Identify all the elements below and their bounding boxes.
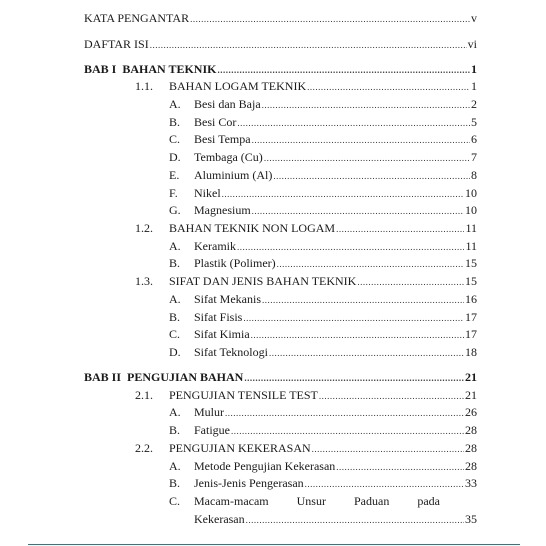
toc-entry-page: 17 <box>465 327 477 341</box>
toc-entry-page: 33 <box>465 476 477 490</box>
toc-entry-page: 18 <box>465 345 477 359</box>
toc-subsection-2-1-b[interactable] <box>0 422 546 438</box>
dot-leader <box>252 203 464 219</box>
toc-subsection-1-1-f[interactable] <box>0 185 546 201</box>
toc-section-number: 2.2. <box>135 441 153 455</box>
toc-subsection-letter: D. <box>169 150 181 164</box>
toc-entry-title: Besi Cor <box>194 115 237 129</box>
toc-entry-page: 26 <box>465 405 477 419</box>
toc-subsection-1-3-b[interactable] <box>0 309 546 325</box>
toc-subsection-1-2-a[interactable] <box>0 238 546 254</box>
dot-leader <box>244 370 464 386</box>
toc-subsection-letter: C. <box>169 327 181 341</box>
toc-chapter-bab-2[interactable] <box>0 369 546 385</box>
toc-entry-title: Besi Tempa <box>194 132 251 146</box>
toc-section-number: 1.1. <box>135 79 153 93</box>
dot-leader <box>231 423 464 439</box>
dot-leader <box>262 292 464 308</box>
dot-leader <box>251 327 464 343</box>
toc-entry-title: BAB I BAHAN TEKNIK <box>84 62 217 76</box>
toc-entry-title: BAHAN TEKNIK NON LOGAM <box>169 221 336 235</box>
dot-leader <box>264 150 470 166</box>
toc-entry-page: 5 <box>471 115 477 129</box>
toc-entry-page: v <box>471 11 477 25</box>
dot-leader <box>222 186 464 202</box>
toc-subsection-letter: B. <box>169 256 181 270</box>
dot-leader <box>305 476 464 492</box>
toc-subsection-2-2-c-continuation[interactable] <box>0 511 546 527</box>
dot-leader <box>246 512 464 528</box>
toc-entry-page: 11 <box>465 239 477 253</box>
toc-entry-page: 28 <box>465 441 477 455</box>
toc-subsection-2-2-c[interactable] <box>0 493 546 509</box>
toc-entry-page: 11 <box>465 221 477 235</box>
dot-leader <box>336 459 464 475</box>
footer-rule <box>28 544 520 545</box>
toc-subsection-letter: A. <box>169 97 181 111</box>
toc-entry-kata-pengantar[interactable] <box>0 10 546 26</box>
toc-subsection-1-2-b[interactable] <box>0 255 546 271</box>
toc-subsection-1-1-c[interactable] <box>0 131 546 147</box>
toc-entry-title: Kekerasan <box>194 512 245 526</box>
toc-entry-title: Metode Pengujian Kekerasan <box>194 459 336 473</box>
toc-subsection-2-2-b[interactable] <box>0 475 546 491</box>
toc-entry-title: DAFTAR ISI <box>84 37 149 51</box>
toc-entry-title: Besi dan Baja <box>194 97 261 111</box>
dot-leader <box>237 239 464 255</box>
toc-entry-title: Keramik <box>194 239 236 253</box>
toc-entry-title: Sifat Fisis <box>194 310 243 324</box>
toc-entry-page: 15 <box>465 256 477 270</box>
toc-subsection-letter: A. <box>169 292 181 306</box>
toc-entry-title-word: Macam-macam <box>194 494 269 508</box>
toc-entry-title: Nikel <box>194 186 221 200</box>
toc-entry-page: 21 <box>465 370 477 384</box>
toc-entry-title: Magnesium <box>194 203 251 217</box>
toc-entry-title: Fatigue <box>194 423 230 437</box>
toc-subsection-1-3-a[interactable] <box>0 291 546 307</box>
toc-entry-title: PENGUJIAN TENSILE TEST <box>169 388 318 402</box>
toc-subsection-1-1-b[interactable] <box>0 114 546 130</box>
dot-leader <box>319 388 464 404</box>
toc-subsection-letter: A. <box>169 405 181 419</box>
toc-entry-page: 2 <box>471 97 477 111</box>
toc-entry-page: 15 <box>465 274 477 288</box>
toc-entry-title: KATA PENGANTAR <box>84 11 190 25</box>
toc-entry-page: vi <box>467 37 477 51</box>
toc-section-number: 2.1. <box>135 388 153 402</box>
dot-leader <box>237 115 470 131</box>
toc-section-2-1[interactable] <box>0 387 546 403</box>
toc-entry-title: Mulur <box>194 405 224 419</box>
toc-entry-page: 16 <box>465 292 477 306</box>
toc-subsection-letter: C. <box>169 494 181 508</box>
toc-entry-title: BAHAN LOGAM TEKNIK <box>169 79 307 93</box>
toc-subsection-letter: G. <box>169 203 181 217</box>
toc-subsection-1-1-a[interactable] <box>0 96 546 112</box>
toc-section-number: 1.3. <box>135 274 153 288</box>
dot-leader <box>307 79 470 95</box>
toc-subsection-2-1-a[interactable] <box>0 404 546 420</box>
toc-entry-title-line-1 <box>194 493 440 509</box>
toc-subsection-letter: C. <box>169 132 181 146</box>
dot-leader <box>252 132 470 148</box>
dot-leader <box>269 345 464 361</box>
dot-leader <box>277 256 464 272</box>
toc-entry-title: Jenis-Jenis Pengerasan <box>194 476 304 490</box>
toc-entry-title: Sifat Kimia <box>194 327 250 341</box>
toc-subsection-1-1-e[interactable] <box>0 167 546 183</box>
toc-subsection-letter: B. <box>169 476 181 490</box>
toc-entry-title: Sifat Teknologi <box>194 345 268 359</box>
toc-entry-title: PENGUJIAN KEKERASAN <box>169 441 311 455</box>
toc-subsection-1-3-d[interactable] <box>0 344 546 360</box>
toc-subsection-letter: F. <box>169 186 178 200</box>
toc-subsection-1-3-c[interactable] <box>0 326 546 342</box>
toc-subsection-1-1-d[interactable] <box>0 149 546 165</box>
toc-entry-title: BAB II PENGUJIAN BAHAN <box>84 370 244 384</box>
dot-leader <box>217 62 470 78</box>
dot-leader <box>273 168 470 184</box>
toc-section-number: 1.2. <box>135 221 153 235</box>
dot-leader <box>262 97 470 113</box>
toc-entry-title: Tembaga (Cu) <box>194 150 263 164</box>
toc-entry-page: 8 <box>471 168 477 182</box>
toc-section-1-3[interactable] <box>0 273 546 289</box>
toc-entry-page: 35 <box>465 512 477 526</box>
toc-subsection-letter: E. <box>169 168 180 182</box>
toc-entry-title-word: Unsur <box>296 494 326 508</box>
toc-entry-title: Sifat Mekanis <box>194 292 261 306</box>
toc-section-2-2[interactable] <box>0 440 546 456</box>
dot-leader <box>225 405 464 421</box>
toc-subsection-letter: B. <box>169 115 181 129</box>
toc-entry-page: 10 <box>465 186 477 200</box>
toc-entry-daftar-isi[interactable] <box>0 36 546 52</box>
toc-entry-page: 28 <box>465 459 477 473</box>
toc-entry-title: Plastik (Polimer) <box>194 256 276 270</box>
toc-entry-title: Aluminium (Al) <box>194 168 273 182</box>
toc-subsection-2-2-a[interactable] <box>0 458 546 474</box>
toc-entry-page: 17 <box>465 310 477 324</box>
toc-entry-page: 10 <box>465 203 477 217</box>
dot-leader <box>243 310 464 326</box>
toc-chapter-bab-1[interactable] <box>0 61 546 77</box>
toc-subsection-1-1-g[interactable] <box>0 202 546 218</box>
toc-subsection-letter: A. <box>169 459 181 473</box>
toc-entry-page: 6 <box>471 132 477 146</box>
toc-section-1-1[interactable] <box>0 78 546 94</box>
toc-subsection-letter: B. <box>169 423 181 437</box>
toc-entry-title-word: Paduan <box>354 494 390 508</box>
toc-entry-page: 21 <box>465 388 477 402</box>
dot-leader <box>357 274 464 290</box>
toc-entry-page: 1 <box>471 79 477 93</box>
toc-subsection-letter: D. <box>169 345 181 359</box>
toc-section-1-2[interactable] <box>0 220 546 236</box>
toc-subsection-letter: A. <box>169 239 181 253</box>
toc-entry-page: 7 <box>471 150 477 164</box>
toc-subsection-letter: B. <box>169 310 181 324</box>
toc-entry-page: 28 <box>465 423 477 437</box>
dot-leader <box>150 37 467 53</box>
dot-leader <box>336 221 464 237</box>
toc-entry-title-word: pada <box>417 494 440 508</box>
dot-leader <box>190 11 470 27</box>
toc-entry-page: 1 <box>471 62 477 76</box>
dot-leader <box>312 441 464 457</box>
toc-entry-title: SIFAT DAN JENIS BAHAN TEKNIK <box>169 274 357 288</box>
